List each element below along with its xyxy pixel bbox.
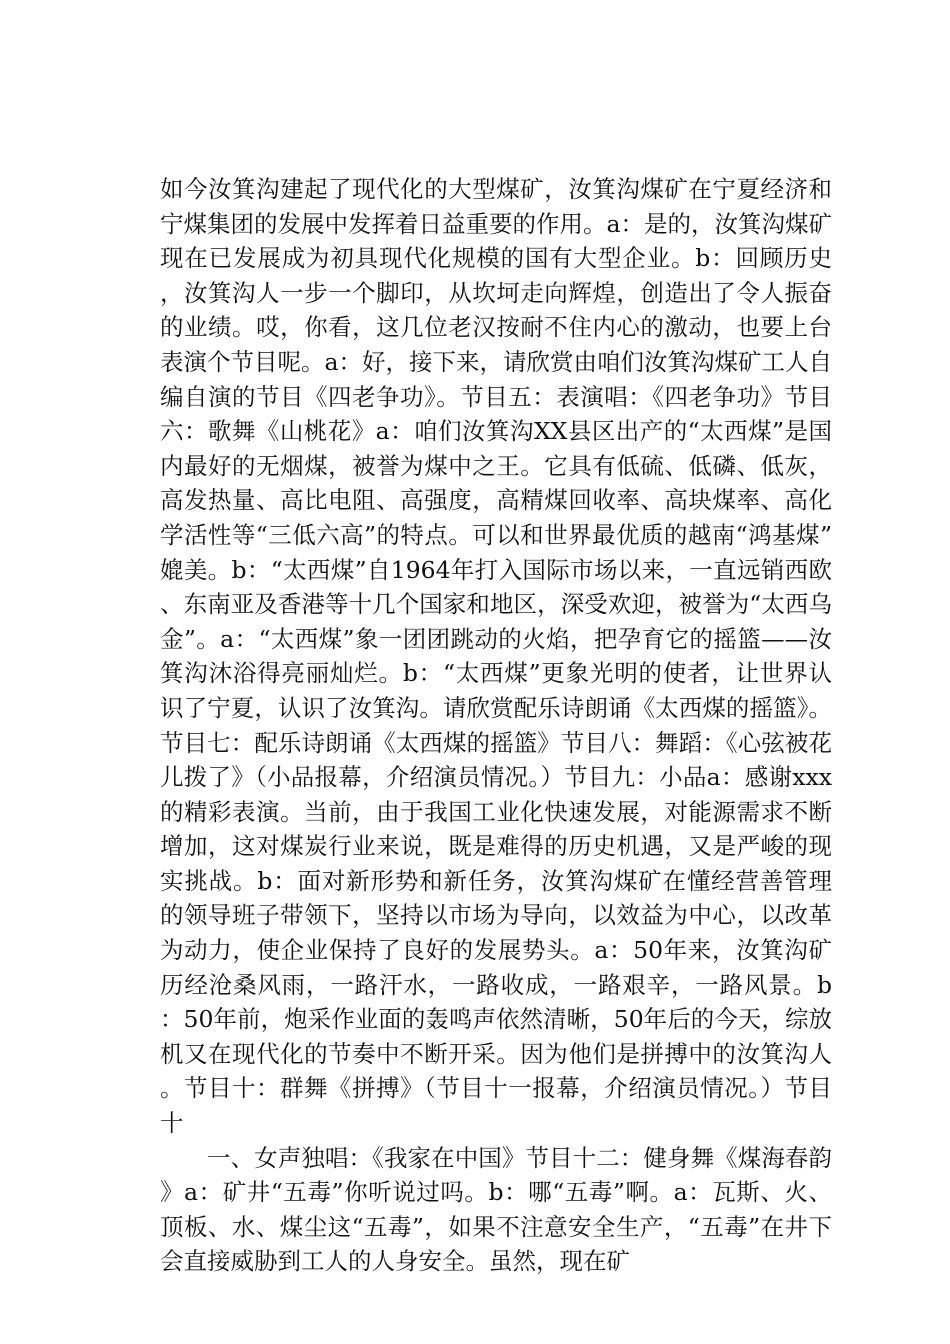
document-body	[160, 172, 832, 1279]
body-paragraph-1: 如今汝箕沟建起了现代化的大型煤矿，汝箕沟煤矿在宁夏经济和宁煤集团的发展中发挥着日益重要的作用。a：是的，汝箕沟煤矿现在已发展成为初具现代化规模的国有大型企业。b：回顾历史，汝箕沟人一步一个脚印，从坎坷走向辉煌，创造出了令人振奋的业绩。哎，你看，这几位老汉按耐不住内心的激动，也要上台表演个节目呢。a：好，接下来，请欣赏由咱们汝箕沟煤矿工人自编自演的节目《四老争功》。节目五：表演唱：《四老争功》节目六：歌舞《山桃花》a：咱们汝箕沟XX县区出产的“太西煤”是国内最好的无烟煤，被誉为煤中之王。它具有低硫、低磷、低灰，高发热量、高比电阻、高强度，高精煤回收率、高块煤率、高化学活性等“三低六高”的特点。可以和世界最优质的越南“鸿基煤”媲美。b：“太西煤”自1964年打入国际市场以来，一直远销西欧、东南亚及香港等十几个国家和地区，深受欢迎，被誉为“太西乌金”。a：“太西煤”象一团团跳动的火焰，把孕育它的摇篮——汝箕沟沐浴得亮丽灿烂。b：“太西煤”更象光明的使者，让世界认识了宁夏，认识了汝箕沟。请欣赏配乐诗朗诵《太西煤的摇篮》。节目七：配乐诗朗诵《太西煤的摇篮》节目八：舞蹈：《心弦被花儿拨了》（小品报幕，介绍演员情况。）节目九：小品a：感谢xxx的精彩表演。当前，由于我国工业化快速发展，对能源需求不断增加，这对煤炭行业来说，既是难得的历史机遇，又是严峻的现实挑战。b：面对新形势和新任务，汝箕沟煤矿在懂经营善管理的领导班子带领下，坚持以市场为导向，以效益为中心，以改革为动力，使企业保持了良好的发展势头。a：50年来，汝箕沟矿历经沧桑风雨，一路汗水，一路收成，一路艰辛，一路风景。b：50年前，炮采作业面的轰鸣声依然清晰，50年后的今天，综放机又在现代化的节奏中不断开采。因为他们是拼搏中的汝箕沟人。节目十：群舞《拼搏》（节目十一报幕，介绍演员情况。）节目十	[160, 175, 833, 1138]
body-paragraph-2: 一、女声独唱：《我家在中国》节目十二：健身舞《煤海春韵》a：矿井“五毒”你听说过吗。b：哪“五毒”啊。a：瓦斯、火、顶板、水、煤尘这“五毒”，如果不注意安全生产，“五毒”在井下会直接威胁到工人的人身安全。虽然，现在矿	[160, 1143, 832, 1276]
